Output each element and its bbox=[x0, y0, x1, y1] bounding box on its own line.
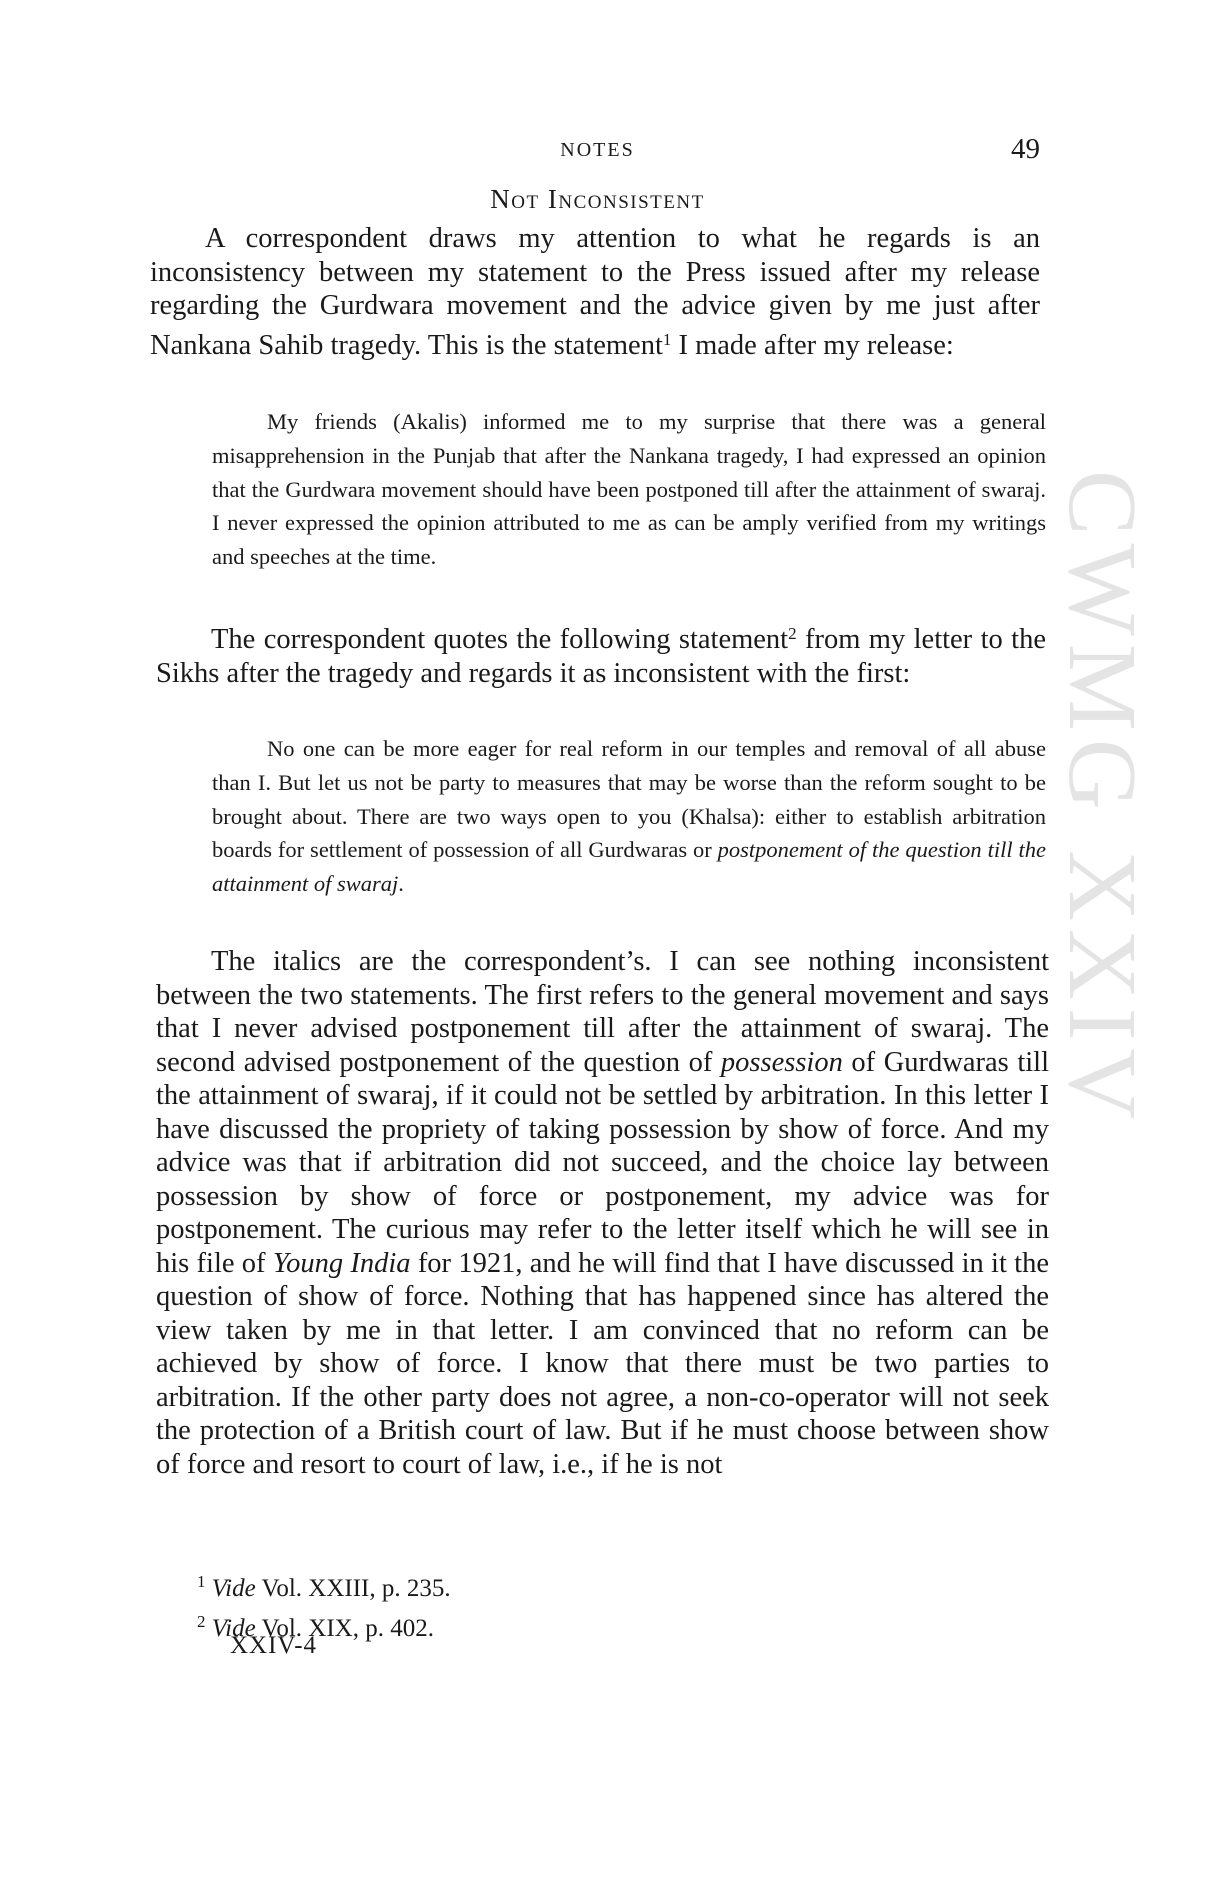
block-quote-2-tail: . bbox=[398, 871, 404, 897]
paragraph-2-tail: from my letter to the Sikhs after the tragedy and regards it as inconsistent with the first: bbox=[156, 624, 1046, 689]
footnote-1-mark: 1 bbox=[197, 1572, 206, 1591]
paragraph-2-text: The correspondent quotes the following statement bbox=[211, 624, 789, 655]
page-number: 49 bbox=[1011, 133, 1040, 165]
running-head bbox=[155, 135, 1040, 165]
paragraph-3-text-c: for 1921, and he will find that I have discussed in it the question of show of force. Nothing that has happened since has altered the view taken by me in that letter. I am convinced that no reform can be achieved by show of force. I know that there must be two parties to arbitration. If the other party does not agree, a non-co-operator will not seek the protection of a British court of law. But if he must choose between show of force and resort to court of law, i.e., if he is not bbox=[156, 1247, 1049, 1480]
block-quote-2 bbox=[212, 732, 1046, 901]
paragraph-3-italic-possession: possession bbox=[720, 1046, 843, 1078]
paragraph-3-text-a: The italics are the correspondent’s. I can see nothing inconsistent between the two statements. The first refers to the general movement and says that I never advised postponement till after the attainment of swaraj. The second advised postponement of the question of bbox=[156, 946, 1049, 1078]
running-title: NOTES bbox=[560, 139, 635, 161]
folio-signature: XXIV-4 bbox=[230, 1632, 318, 1659]
block-quote-2-italic: postponement of the question till the attainment of swaraj bbox=[212, 837, 1046, 897]
paragraph-2 bbox=[156, 617, 1046, 690]
footnote-ref-1: 1 bbox=[662, 329, 672, 349]
footnote-1-vide: Vide bbox=[211, 1575, 256, 1602]
paragraph-1-text: A correspondent draws my attention to what he regards is an inconsistency between my statement to the Press issued after my release regarding the Gurdwara movement and the advice given by me just after Nankana Sahib tragedy. This is the statement bbox=[150, 223, 1040, 361]
block-quote-1-text: My friends (Akalis) informed me to my surprise that there was a general misapprehension in the Punjab that after the Nankana tragedy, I had expressed an opinion that the Gurdwara movement should have been postponed till after the attainment of swaraj. I never expressed the opinion attributed to me as can be amply verified from my writings and speeches at the time. bbox=[212, 409, 1046, 570]
footnote-2-vide: Vide bbox=[211, 1615, 256, 1642]
paragraph-3-italic-young-india: Young India bbox=[272, 1247, 411, 1279]
paragraph-1-tail: I made after my release: bbox=[671, 329, 954, 361]
block-quote-2-text: No one can be more eager for real reform in our temples and removal of all abuse than I. But let us not be party to measures that may be worse than the reform sought to be brought about. There are two ways open to you (Khalsa): either to establish arbitration boards for settlement of possession of all Gurdwaras or bbox=[212, 736, 1046, 863]
block-quote-1 bbox=[212, 405, 1046, 574]
watermark bbox=[1040, 470, 1156, 1450]
footnote-1 bbox=[197, 1565, 451, 1605]
footnote-ref-2: 2 bbox=[788, 624, 797, 643]
paragraph-3-text-b: of Gurdwaras till the attainment of swaraj, if it could not be settled by arbitration. In this letter I have discussed the propriety of taking possession by show of force. And my advice was that if arbitration did not succeed, and the choice lay between possession by show of force or postponement, my advice was for postponement. The curious may refer to the letter itself which he will see in his file of bbox=[156, 1046, 1049, 1279]
section-title: Not Inconsistent bbox=[490, 184, 705, 214]
paragraph-3 bbox=[156, 945, 1049, 1481]
paragraph-1 bbox=[150, 222, 1040, 362]
footnote-2-text: Vol. XIX, p. 402. bbox=[255, 1615, 434, 1642]
footnote-1-text: Vol. XXIII, p. 235. bbox=[255, 1575, 451, 1602]
watermark-text: CWMG XXIV bbox=[1048, 470, 1156, 1128]
footnote-2-mark: 2 bbox=[197, 1612, 206, 1631]
